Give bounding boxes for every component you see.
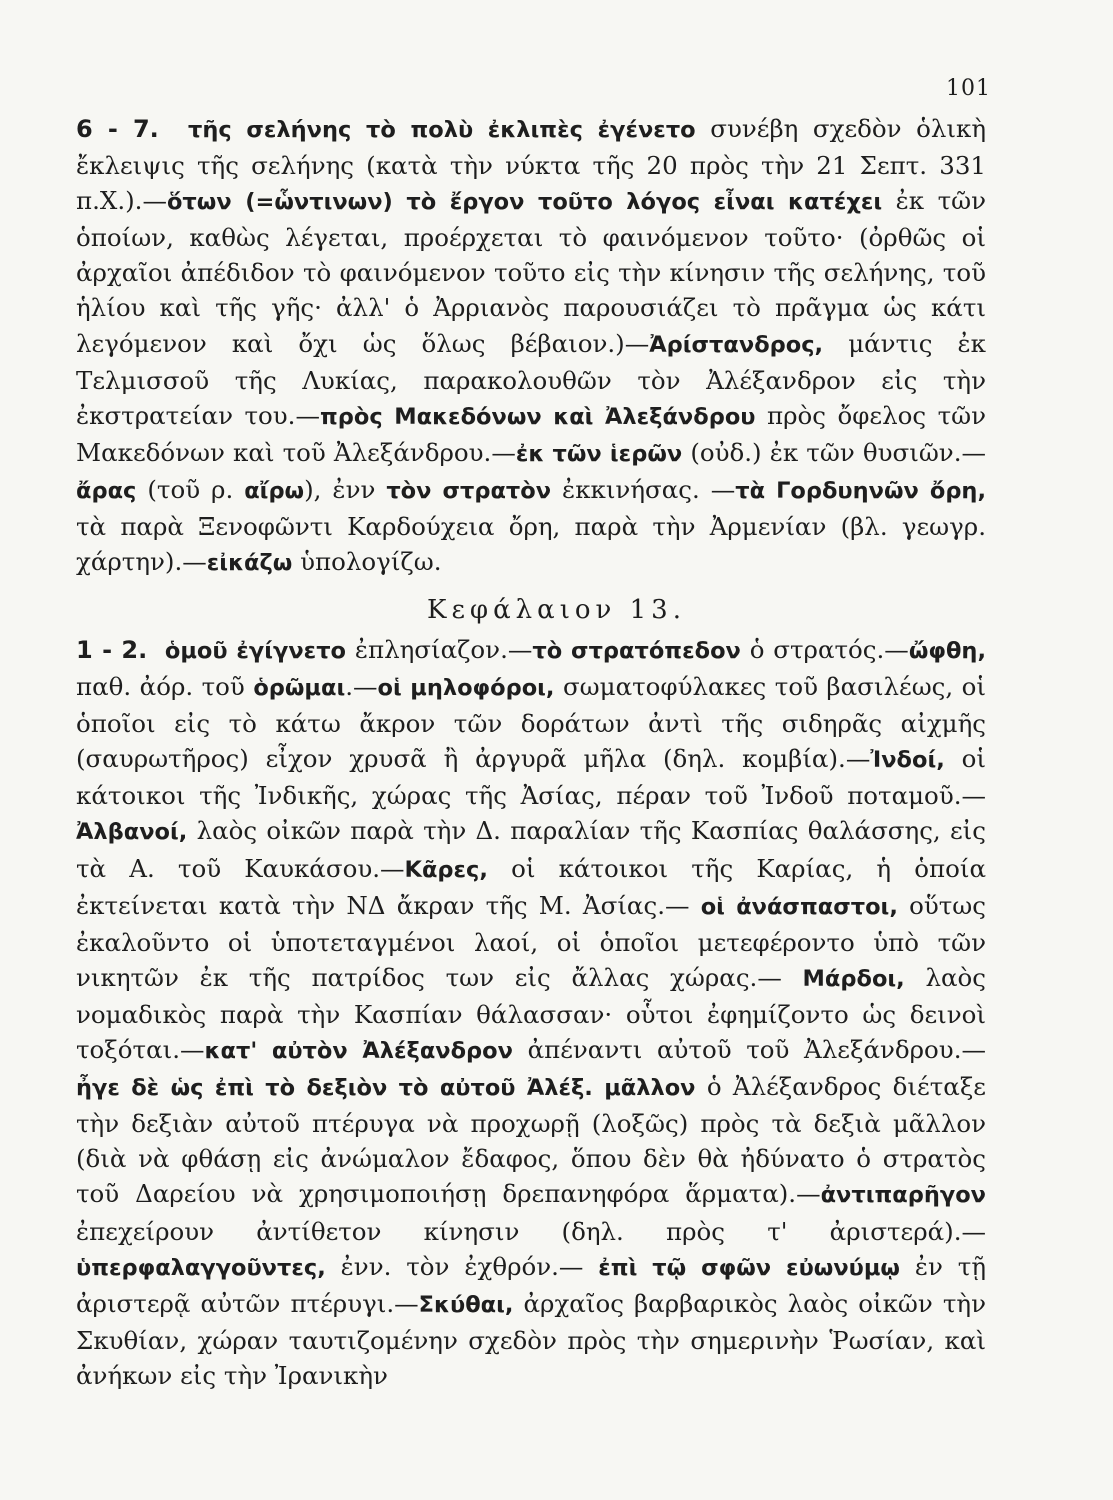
page-number: 101 [946,76,991,101]
gloss: (οὐδ.) ἐκ τῶν θυσιῶν.— [682,437,986,467]
lemma: ἐπὶ τῷ σφῶν εὐωνύμῳ [598,1254,900,1281]
lemma: ὑπερφαλαγγοῦντες, [76,1254,326,1281]
gloss: ἐν τῇ ἀριστερᾷ αὐτῶν πτέρυγι.— [76,1251,986,1318]
lemma: ὅτων (=ὧντινων) τὸ ἔργον τοῦτο λόγος εἶναι κατέχει [166,189,883,216]
gloss: ἐπλησίαζον.— [346,635,533,664]
gloss: οἱ κάτοικοι τῆς Καρίας, ἡ ὁποία ἐκτείνεται κατὰ τὴν ΝΔ ἄκραν τῆς Μ. Ἀσίας.— [76,853,986,920]
gloss: ἐνν. τὸν ἐχθρόν.— [325,1251,599,1281]
gloss: ὁ στρατός.— [740,635,909,664]
section-text [76,635,986,1390]
lemma: ἐκ τῶν ἱερῶν [515,440,683,467]
lemma: τὰ Γορδυηνῶν ὄρη, [735,477,986,504]
lemma: Κᾶρες, [404,856,488,883]
gloss: ἀπέναντι αὐτοῦ τοῦ Ἀλεξάνδρου.— [512,1035,986,1065]
gloss: ἐπεχείρουν ἀντίθετον κίνησιν (δηλ. πρὸς τ' ἀριστερά).— [76,1216,986,1246]
lemma: ἀντιπαρῆγον [820,1182,986,1209]
lemma: οἱ μηλοφόροι, [377,675,555,702]
lemma: Ἰνδοί, [870,747,945,774]
gloss: λαὸς νομαδικὸς παρὰ τὴν Κασπίαν θάλασσαν· οὗτοι ἐφημίζοντο ὡς δεινοὶ τοξόται.— [76,962,986,1065]
gloss: λαὸς οἰκῶν παρὰ τὴν Δ. παραλίαν τῆς Κασπίας θαλάσσης, εἰς τὰ Α. τοῦ Καυκάσου.— [76,816,986,883]
lemma: αἴρω [244,477,305,504]
gloss: ), ἐνν [304,474,387,504]
lemma: Σκύθαι, [418,1291,514,1318]
commentary-section-1-2 [76,632,986,1393]
gloss: οἱ κάτοικοι τῆς Ἰνδικῆς, χώρας τῆς Ἀσίας, πέραν τοῦ Ἰνδοῦ ποταμοῦ.— [76,744,986,811]
gloss: μάντις ἐκ Τελμισσοῦ τῆς Λυκίας, παρακολουθῶν τὸν Ἀλέξανδρον εἰς τὴν ἐκστρατείαν του.— [76,328,986,430]
gloss: .— [345,672,378,702]
lemma: ἦγε δὲ ὡς ἐπὶ τὸ δεξιὸν τὸ αὐτοῦ Ἀλέξ. μᾶλλον [76,1075,696,1102]
lemma: ὁρῶμαι [253,675,346,702]
lemma: οἱ ἀνάσπαστοι, [700,893,898,920]
gloss: ὁ Ἀλέξανδρος διέταξε τὴν δεξιὰν αὐτοῦ πτέρυγα νὰ προχωρῇ (λοξῶς) πρὸς τὰ δεξιὰ μᾶλλον (διὰ νὰ φθάσῃ εἰς ἀνώμαλον ἔδαφος, ὅπου δὲν θὰ ἠδύνατο ὁ στρατὸς τοῦ Δαρείου νὰ χρησιμοποιήσῃ δρεπανηφόρα ἅρματα).— [76,1072,987,1209]
lemma: ὤφθη, [908,638,986,664]
lemma: ὁμοῦ ἐγίγνετο [164,638,347,664]
gloss: σωματοφύλακες τοῦ βασιλέως, οἱ ὁποῖοι εἰς τὸ κάτω ἄκρον τῶν δοράτων ἀντὶ τῆς σιδηρᾶς αἰχμῆς (σαυρωτῆρος) εἶχον χρυσᾶ ἢ ἀργυρᾶ μῆλα (δηλ. κομβία).— [76,672,987,774]
gloss: παθ. ἀόρ. τοῦ [76,672,254,702]
section-reference: 6 - 7. [76,115,159,143]
lemma: τὸν στρατὸν [386,477,552,504]
gloss: ὑπολογίζω. [292,547,442,577]
lemma: Ἀλβανοί, [76,819,188,846]
gloss: ἐκκινήσας. — [551,474,736,504]
gloss: (τοῦ ρ. [136,474,245,504]
gloss: ἐκ τῶν ὁποίων, καθὼς λέγεται, προέρχεται τὸ φαινόμενον τοῦτο· (ὀρθῶς οἱ ἀρχαῖοι ἀπέδιδον τὸ φαινόμενον τοῦτο εἰς τὴν κίνησιν τῆς σελήνης, τοῦ ἡλίου καὶ τῆς γῆς· ἀλλ' ὁ Ἀρριανὸς παρουσιάζει τὸ πρᾶγμα ὡς κάτι λεγόμενον καὶ ὄχι ὡς ὅλως βέβαιον.)— [76,186,986,358]
gloss: ἀρχαῖος βαρβαρικὸς λαὸς οἰκῶν τὴν Σκυθίαν, χώραν ταυτιζομένην σχεδὸν πρὸς τὴν σημερινὴν Ῥωσίαν, καὶ ἀνήκων εἰς τὴν Ἰρανικὴν [76,1288,986,1390]
lemma: εἰκάζω [206,550,293,577]
lemma: πρὸς Μακεδόνων καὶ Ἀλεξάνδρου [319,403,756,430]
gloss: τὰ παρὰ Ξενοφῶντι Καρδούχεια ὄρη, παρὰ τὴν Ἀρμενίαν (βλ. γεωγρ. χάρτην).— [76,512,986,577]
lemma: ἄρας [76,477,137,504]
lemma: Ἀρίστανδρος, [649,331,824,358]
lemma: κατ' αὐτὸν Ἀλέξανδρον [204,1038,513,1065]
commentary-section-6-7 [76,111,986,581]
lemma: τὸ στρατόπεδον [532,638,741,664]
lemma: Μάρδοι, [802,965,905,992]
gloss: οὕτως ἐκαλοῦντο οἱ ὑποτεταγμένοι λαοί, οἱ ὁποῖοι μετεφέροντο ὑπὸ τῶν νικητῶν ἐκ τῆς πατρίδος των εἰς ἄλλας χώρας.— [76,890,986,992]
gloss: συνέβη σχεδὸν ὁλικὴ ἔκλειψις τῆς σελήνης (κατὰ τὴν νύκτα τῆς 20 πρὸς τὴν 21 Σεπτ. 331 π.Χ.).— [76,114,987,216]
gloss: πρὸς ὄφελος τῶν Μακεδόνων καὶ τοῦ Ἀλεξάνδρου.— [76,400,986,467]
chapter-heading: Κεφάλαιον 13. [427,595,686,625]
section-reference: 1 - 2. [76,636,148,664]
lemma: τῆς σελήνης τὸ πολὺ ἐκλιπὲς ἐγένετο [188,117,696,143]
section-text [76,114,986,576]
